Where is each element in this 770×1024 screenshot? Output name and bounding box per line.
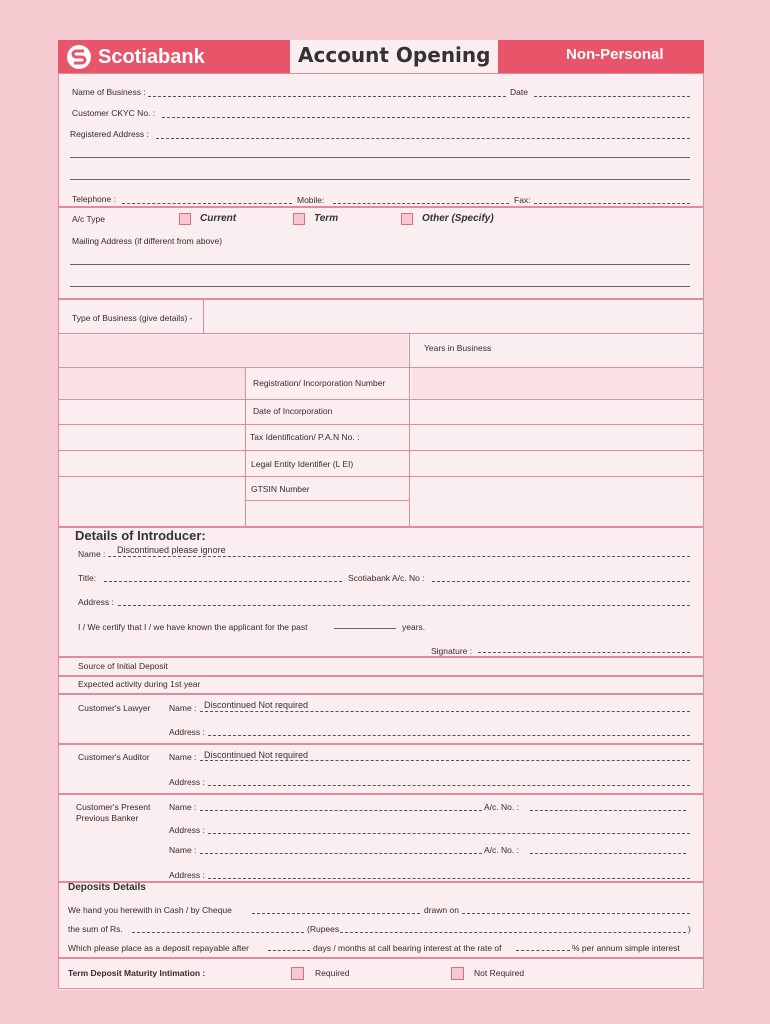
banker-address-label-1: Address : bbox=[169, 825, 205, 835]
telephone-field[interactable] bbox=[122, 203, 292, 204]
certify-text: I / We certify that I / we have known the applicant for the past bbox=[78, 622, 308, 632]
brand-name: Scotiabank bbox=[98, 45, 205, 68]
registered-address-field-1[interactable] bbox=[156, 138, 690, 139]
fax-label: Fax: bbox=[514, 195, 531, 205]
lawyer-name-label: Name : bbox=[169, 703, 197, 713]
scotiabank-logo bbox=[66, 43, 205, 71]
deposits-line2b: (Rupees bbox=[307, 924, 340, 934]
maturity-intimation-label: Term Deposit Maturity Intimation : bbox=[68, 968, 206, 978]
cheque-field[interactable] bbox=[252, 913, 420, 914]
type-of-business-label: Type of Business (give details) - bbox=[72, 313, 193, 323]
banker-label-line1: Customer's Present bbox=[76, 802, 151, 812]
banker-ac-label-1: A/c. No. : bbox=[484, 802, 519, 812]
mailing-address-label: Mailing Address (if different from above) bbox=[72, 236, 223, 246]
lawyer-address-label: Address : bbox=[169, 727, 205, 737]
introducer-name-label: Name : bbox=[78, 549, 106, 559]
years-in-business-label: Years in Business bbox=[424, 343, 492, 353]
banker-address-field-2[interactable] bbox=[208, 878, 690, 879]
term-checkbox[interactable] bbox=[293, 213, 305, 225]
maturity-required-checkbox[interactable] bbox=[291, 967, 304, 980]
business-info-section bbox=[58, 73, 704, 207]
banker-address-field-1[interactable] bbox=[208, 833, 690, 834]
term-period-field[interactable] bbox=[268, 950, 310, 951]
other-checkbox[interactable] bbox=[401, 213, 413, 225]
auditor-name-field[interactable] bbox=[200, 760, 690, 761]
business-name-field[interactable] bbox=[148, 96, 506, 97]
form-type-badge: Non-Personal bbox=[566, 46, 664, 63]
current-option-label: Current bbox=[200, 213, 237, 224]
lei-label: Legal Entity Identifier (L EI) bbox=[251, 459, 354, 469]
introducer-name-field[interactable] bbox=[108, 556, 690, 557]
banker-label-line2: Previous Banker bbox=[76, 813, 139, 823]
telephone-label: Telephone : bbox=[72, 194, 116, 204]
grid-divider bbox=[409, 333, 410, 527]
expected-activity-label: Expected activity during 1st year bbox=[78, 679, 201, 689]
fax-field[interactable] bbox=[534, 203, 690, 204]
auditor-section bbox=[58, 744, 704, 794]
registered-address-field-3[interactable] bbox=[70, 179, 690, 180]
ac-type-label: A/c Type bbox=[72, 214, 105, 224]
banker-ac-field-1[interactable] bbox=[530, 810, 686, 811]
deposits-line1b: drawn on bbox=[424, 905, 459, 915]
lawyer-name-field[interactable] bbox=[200, 711, 690, 712]
current-checkbox[interactable] bbox=[179, 213, 191, 225]
shaded-cell bbox=[60, 368, 245, 398]
shaded-cell bbox=[60, 335, 408, 366]
introducer-name-value: Discontinued please ignore bbox=[117, 545, 226, 555]
introducer-address-field[interactable] bbox=[118, 605, 690, 606]
gstin-label: GTSIN Number bbox=[251, 484, 310, 494]
grid-divider bbox=[58, 424, 704, 425]
ckyc-label: Customer CKYC No. : bbox=[72, 108, 156, 118]
maturity-required-label: Required bbox=[315, 968, 350, 978]
signature-label: Signature : bbox=[431, 646, 473, 656]
signature-field[interactable] bbox=[478, 652, 690, 653]
banker-name-field-1[interactable] bbox=[200, 810, 482, 811]
banker-name-label-1: Name : bbox=[169, 802, 197, 812]
scotiabank-ac-label: Scotiabank A/c. No : bbox=[348, 573, 425, 583]
date-field[interactable] bbox=[534, 96, 690, 97]
scotiabank-s-icon bbox=[66, 44, 92, 70]
grid-divider bbox=[245, 367, 246, 527]
lawyer-name-value: Discontinued Not required bbox=[204, 700, 309, 710]
maturity-not-required-checkbox[interactable] bbox=[451, 967, 464, 980]
introducer-address-label: Address : bbox=[78, 597, 114, 607]
banker-section bbox=[58, 794, 704, 882]
years-text: years. bbox=[402, 622, 426, 632]
grid-divider bbox=[203, 299, 204, 333]
deposits-line2c: ) bbox=[688, 924, 691, 934]
source-deposit-label: Source of Initial Deposit bbox=[78, 661, 168, 671]
business-name-label: Name of Business : bbox=[72, 87, 146, 97]
other-option-label: Other (Specify) bbox=[422, 213, 494, 224]
banker-name-label-2: Name : bbox=[169, 845, 197, 855]
date-label: Date bbox=[510, 87, 528, 97]
registration-number-label: Registration/ Incorporation Number bbox=[253, 378, 386, 388]
term-option-label: Term bbox=[314, 213, 339, 224]
introducer-heading: Details of Introducer: bbox=[75, 528, 206, 543]
interest-rate-field[interactable] bbox=[516, 950, 570, 951]
auditor-name-value: Discontinued Not required bbox=[204, 750, 309, 760]
years-known-field[interactable] bbox=[334, 628, 396, 629]
deposits-line2a: the sum of Rs. bbox=[68, 924, 123, 934]
mobile-field[interactable] bbox=[333, 203, 509, 204]
lawyer-address-field[interactable] bbox=[208, 735, 690, 736]
auditor-label: Customer's Auditor bbox=[78, 752, 150, 762]
tax-id-pan-label: Tax Identification/ P.A.N No. : bbox=[250, 432, 360, 442]
auditor-address-label: Address : bbox=[169, 777, 205, 787]
banker-ac-field-2[interactable] bbox=[530, 853, 686, 854]
drawn-on-field[interactable] bbox=[462, 913, 690, 914]
page-title: Account Opening bbox=[290, 40, 498, 73]
grid-divider bbox=[245, 500, 409, 501]
registered-address-field-2[interactable] bbox=[70, 157, 690, 158]
deposits-line3b: days / months at call bearing interest at the rate of bbox=[313, 943, 502, 953]
lawyer-section bbox=[58, 694, 704, 744]
mailing-address-field-2[interactable] bbox=[70, 286, 690, 287]
grid-divider bbox=[58, 450, 704, 451]
ckyc-field[interactable] bbox=[162, 117, 690, 118]
deposits-line3a: Which please place as a deposit repayable after bbox=[68, 943, 249, 953]
grid-divider bbox=[58, 476, 704, 477]
amount-words-field[interactable] bbox=[340, 932, 686, 933]
deposits-line1a: We hand you herewith in Cash / by Cheque bbox=[68, 905, 232, 915]
auditor-address-field[interactable] bbox=[208, 785, 690, 786]
introducer-title-field[interactable] bbox=[104, 581, 342, 582]
deposits-line3c: % per annum simple interest bbox=[572, 943, 680, 953]
banker-ac-label-2: A/c. No. : bbox=[484, 845, 519, 855]
deposits-heading: Deposits Details bbox=[68, 882, 146, 893]
amount-field[interactable] bbox=[132, 932, 304, 933]
grid-divider bbox=[58, 333, 704, 334]
scotiabank-ac-field[interactable] bbox=[432, 581, 690, 582]
banker-address-label-2: Address : bbox=[169, 870, 205, 880]
grid-divider bbox=[58, 399, 704, 400]
mobile-label: Mobile: bbox=[297, 195, 325, 205]
maturity-not-required-label: Not Required bbox=[474, 968, 525, 978]
banker-name-field-2[interactable] bbox=[200, 853, 482, 854]
introducer-title-label: Title: bbox=[78, 573, 97, 583]
auditor-name-label: Name : bbox=[169, 752, 197, 762]
grid-divider bbox=[58, 367, 704, 368]
mailing-address-field-1[interactable] bbox=[70, 264, 690, 265]
date-of-incorporation-label: Date of Incorporation bbox=[253, 406, 333, 416]
registered-address-label: Registered Address : bbox=[70, 129, 149, 139]
lawyer-label: Customer's Lawyer bbox=[78, 703, 151, 713]
shaded-cell bbox=[412, 368, 702, 398]
